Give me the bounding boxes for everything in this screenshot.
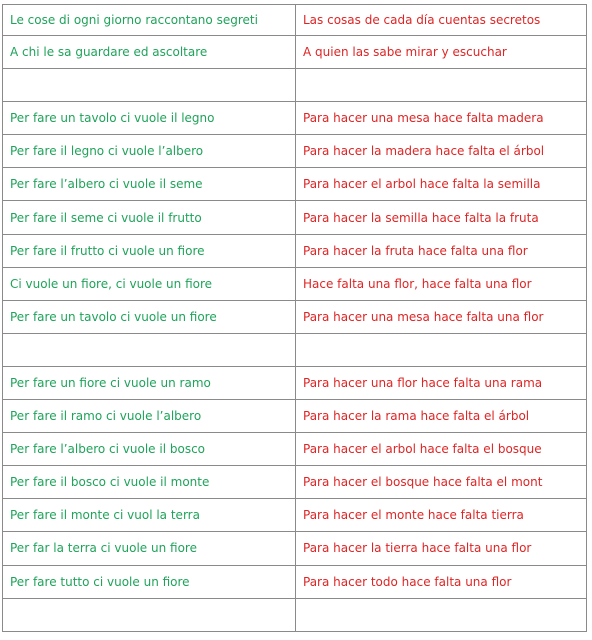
spanish-cell (296, 598, 587, 631)
table-row (3, 300, 587, 333)
spanish-cell: Para hacer una mesa hace falta una flor (296, 300, 587, 333)
spanish-cell: Para hacer la madera hace falta el árbol (296, 135, 587, 168)
spanish-cell: Para hacer el monte hace falta tierra (296, 499, 587, 532)
table-row (3, 532, 587, 565)
italian-cell: Per fare un tavolo ci vuole il legno (3, 102, 296, 135)
table-row (3, 69, 587, 102)
table-row (3, 36, 587, 69)
table-row (3, 400, 587, 433)
italian-cell: A chi le sa guardare ed ascoltare (3, 36, 296, 69)
table-row (3, 433, 587, 466)
italian-cell: Per fare il legno ci vuole l’albero (3, 135, 296, 168)
table-row (3, 267, 587, 300)
table-row (3, 234, 587, 267)
spanish-cell (296, 333, 587, 366)
table-row (3, 499, 587, 532)
table-row (3, 135, 587, 168)
spanish-cell: Para hacer una flor hace falta una rama (296, 366, 587, 399)
spanish-cell: Las cosas de cada día cuentas secretos (296, 5, 587, 36)
table-row (3, 466, 587, 499)
spanish-cell: Para hacer todo hace falta una flor (296, 565, 587, 598)
table-row (3, 366, 587, 399)
spanish-cell: A quien las sabe mirar y escuchar (296, 36, 587, 69)
italian-cell: Per fare il bosco ci vuole il monte (3, 466, 296, 499)
lyrics-table (2, 4, 587, 632)
italian-cell: Per fare l’albero ci vuole il bosco (3, 433, 296, 466)
spanish-cell (296, 69, 587, 102)
table-row (3, 201, 587, 234)
spanish-cell: Para hacer la fruta hace falta una flor (296, 234, 587, 267)
italian-cell: Ci vuole un fiore, ci vuole un fiore (3, 267, 296, 300)
table-row (3, 5, 587, 36)
spanish-cell: Hace falta una flor, hace falta una flor (296, 267, 587, 300)
spanish-cell: Para hacer una mesa hace falta madera (296, 102, 587, 135)
italian-cell (3, 598, 296, 631)
table-row (3, 565, 587, 598)
table-row (3, 333, 587, 366)
spanish-cell: Para hacer la tierra hace falta una flor (296, 532, 587, 565)
italian-cell: Per fare tutto ci vuole un fiore (3, 565, 296, 598)
spanish-cell: Para hacer el bosque hace falta el mont (296, 466, 587, 499)
italian-cell (3, 69, 296, 102)
italian-cell: Per fare il monte ci vuol la terra (3, 499, 296, 532)
spanish-cell: Para hacer la rama hace falta el árbol (296, 400, 587, 433)
spanish-cell: Para hacer el arbol hace falta el bosque (296, 433, 587, 466)
italian-cell: Per fare un tavolo ci vuole un fiore (3, 300, 296, 333)
italian-cell: Per fare il seme ci vuole il frutto (3, 201, 296, 234)
italian-cell: Per fare il ramo ci vuole l’albero (3, 400, 296, 433)
italian-cell: Per fare il frutto ci vuole un fiore (3, 234, 296, 267)
table-row (3, 102, 587, 135)
italian-cell: Per fare un fiore ci vuole un ramo (3, 366, 296, 399)
italian-cell: Per fare l’albero ci vuole il seme (3, 168, 296, 201)
table-row (3, 168, 587, 201)
spanish-cell: Para hacer el arbol hace falta la semilla (296, 168, 587, 201)
spanish-cell: Para hacer la semilla hace falta la fruta (296, 201, 587, 234)
italian-cell (3, 333, 296, 366)
italian-cell: Le cose di ogni giorno raccontano segreti (3, 5, 296, 36)
italian-cell: Per far la terra ci vuole un fiore (3, 532, 296, 565)
table-row (3, 598, 587, 631)
